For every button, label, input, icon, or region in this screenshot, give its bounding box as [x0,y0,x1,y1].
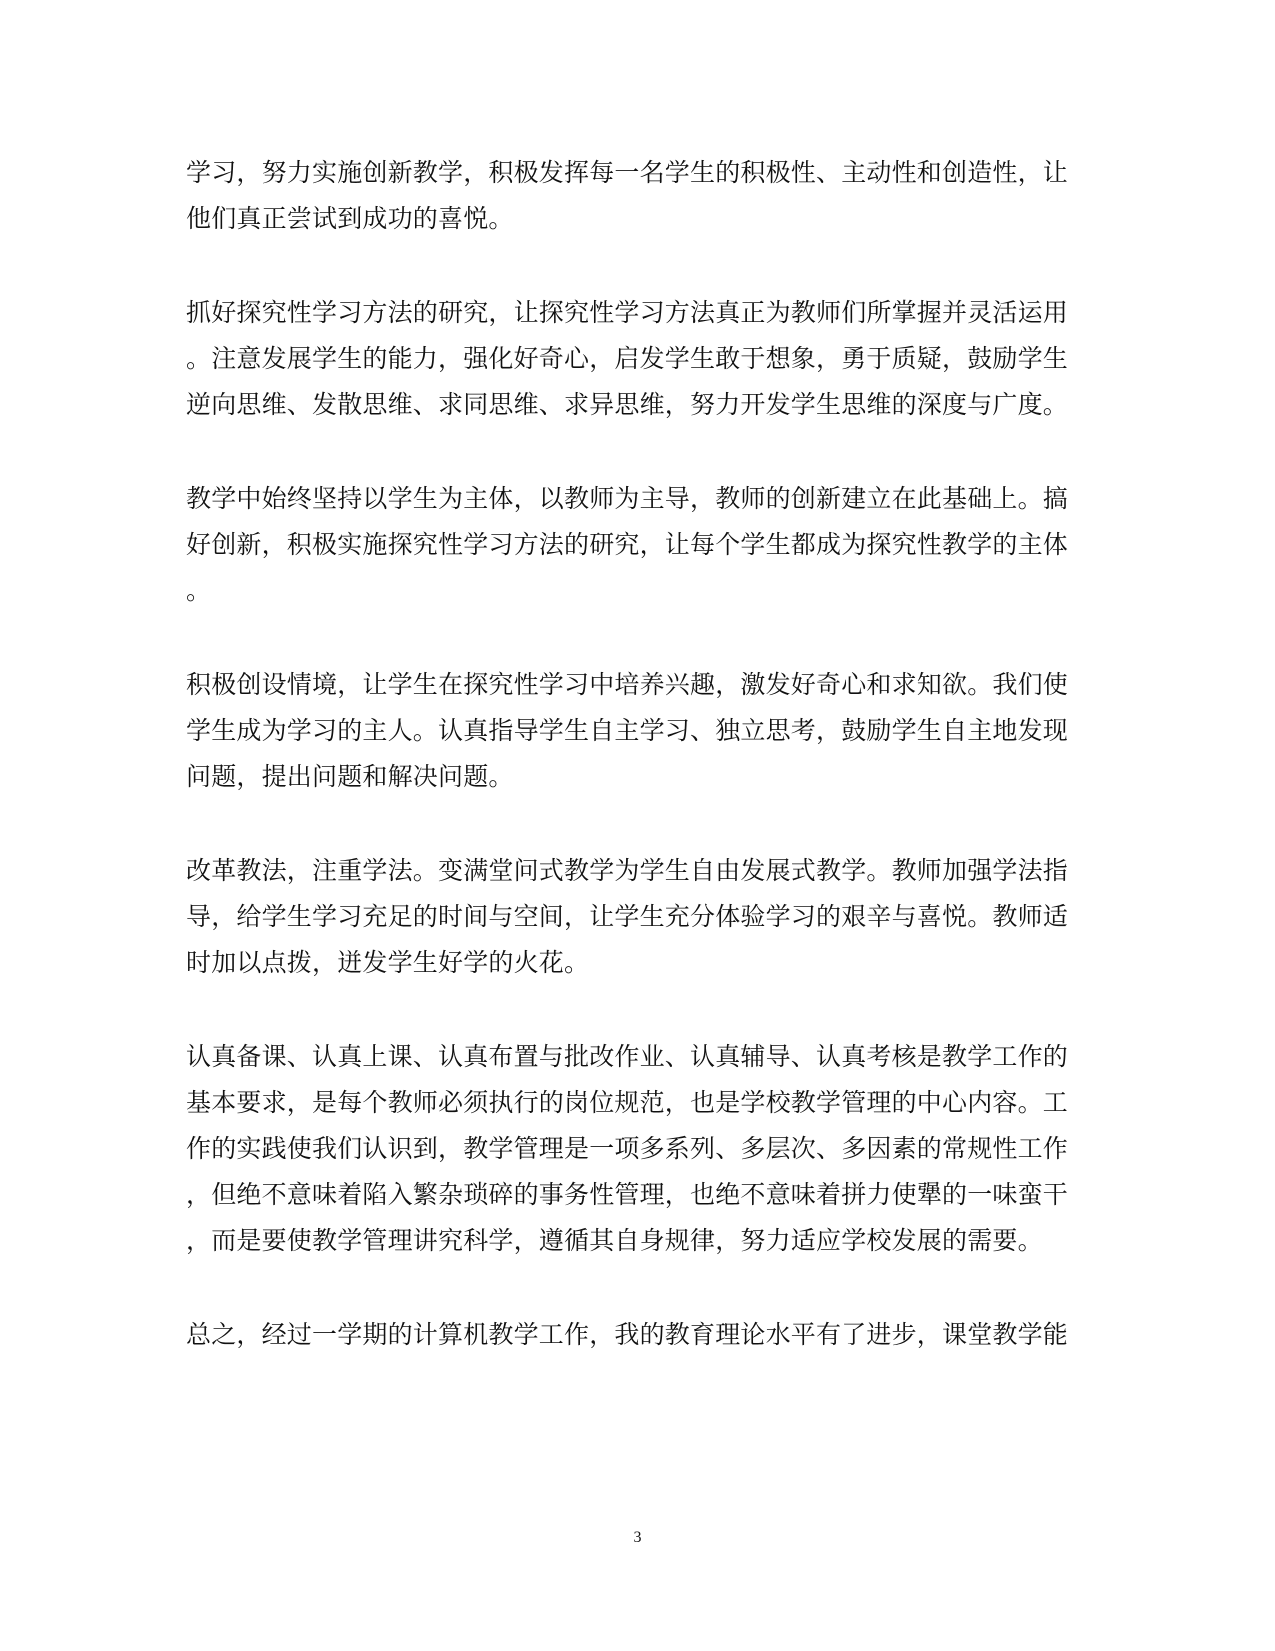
text-line: 。 [186,576,212,605]
text-line: 改革教法，注重学法。变满堂问式教学为学生自由发展式教学。教师加强学法指 [186,856,1069,885]
text-line: 他们真正尝试到成功的喜悦。 [186,204,514,233]
text-line: 学习，努力实施创新教学，积极发挥每一名学生的积极性、主动性和创造性，让 [186,158,1069,187]
text-line: 认真备课、认真上课、认真布置与批改作业、认真辅导、认真考核是教学工作的 [186,1042,1069,1071]
text-line: 基本要求，是每个教师必须执行的岗位规范，也是学校教学管理的中心内容。工 [186,1088,1069,1117]
text-line: ，但绝不意味着陷入繁杂琐碎的事务性管理，也绝不意味着拼力使犟的一味蛮干 [186,1180,1069,1209]
text-line: 学生成为学习的主人。认真指导学生自主学习、独立思考，鼓励学生自主地发现 [186,716,1069,745]
text-line: 积极创设情境，让学生在探究性学习中培养兴趣，激发好奇心和求知欲。我们使 [186,670,1069,699]
page-number: 3 [633,1529,642,1546]
text-line: 教学中始终坚持以学生为主体，以教师为主导，教师的创新建立在此基础上。搞 [186,484,1069,513]
text-line: 好创新，积极实施探究性学习方法的研究，让每个学生都成为探究性教学的主体 [186,530,1069,559]
text-line: 总之，经过一学期的计算机教学工作，我的教育理论水平有了进步，课堂教学能 [186,1320,1069,1349]
text-line: 抓好探究性学习方法的研究，让探究性学习方法真正为教师们所掌握并灵活运用 [186,298,1069,327]
text-line: 时加以点拨，迸发学生好学的火花。 [186,948,590,977]
text-line: 逆向思维、发散思维、求同思维、求异思维，努力开发学生思维的深度与广度。 [186,390,1069,419]
text-line: 问题，提出问题和解决问题。 [186,762,514,791]
text-line: 导，给学生学习充足的时间与空间，让学生充分体验学习的艰辛与喜悦。教师适 [186,902,1069,931]
text-line: 。注意发展学生的能力，强化好奇心，启发学生敢于想象，勇于质疑，鼓励学生 [186,344,1069,373]
text-line: 作的实践使我们认识到，教学管理是一项多系列、多层次、多因素的常规性工作 [186,1134,1069,1163]
text-line: ，而是要使教学管理讲究科学，遵循其自身规律，努力适应学校发展的需要。 [186,1226,1043,1255]
